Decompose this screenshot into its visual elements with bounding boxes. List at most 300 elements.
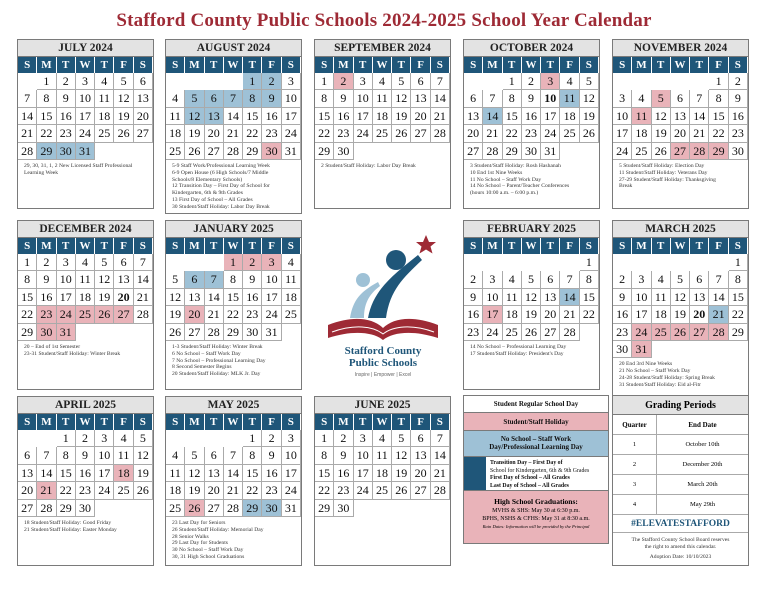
day-cell: 15	[37, 108, 56, 125]
day-cell: 22	[37, 125, 56, 142]
day-cell: 28	[205, 324, 224, 341]
day-cell: 18	[282, 289, 301, 306]
day-cell: 19	[95, 289, 114, 306]
month-grid	[18, 238, 153, 341]
day-cell: 13	[464, 108, 483, 125]
day-cell: 21	[205, 306, 224, 323]
day-cell: 19	[522, 306, 541, 323]
note-line: 12 Transition Day – First Day of School for	[172, 183, 270, 190]
day-cell: 19	[185, 125, 204, 142]
weekday-header: T	[503, 57, 522, 73]
day-cell: 14	[37, 465, 56, 482]
day-cell: 5	[185, 447, 204, 464]
empty-cell	[166, 430, 185, 447]
day-cell: 24	[632, 324, 651, 341]
day-cell: 11	[166, 108, 185, 125]
day-cell: 8	[18, 271, 37, 288]
day-cell: 20	[205, 482, 224, 499]
weekday-header: S	[282, 238, 301, 254]
weekday-header: S	[18, 238, 37, 254]
day-cell: 9	[729, 90, 748, 107]
day-cell: 11	[373, 447, 392, 464]
empty-cell	[411, 500, 430, 517]
legend-transition	[464, 457, 608, 491]
day-cell: 10	[262, 271, 281, 288]
day-cell: 8	[709, 90, 728, 107]
day-cell: 19	[580, 108, 599, 125]
day-cell: 12	[392, 90, 411, 107]
day-cell: 7	[431, 73, 450, 90]
empty-cell	[18, 73, 37, 90]
note-line: 13 First Day of School – All Grades	[172, 196, 253, 203]
day-cell: 9	[613, 289, 632, 306]
day-cell: 28	[709, 324, 728, 341]
star-icon	[416, 235, 436, 254]
day-cell: 6	[185, 271, 204, 288]
day-cell: 3	[541, 73, 560, 90]
day-cell: 6	[411, 73, 430, 90]
day-cell: 18	[373, 465, 392, 482]
period-end-date: October 10th	[685, 441, 720, 448]
day-cell: 13	[411, 90, 430, 107]
day-cell: 11	[632, 108, 651, 125]
weekday-header: T	[652, 57, 671, 73]
month-notes	[315, 160, 450, 208]
day-cell: 3	[483, 271, 502, 288]
note-line: 21 No School – Staff Work Day	[619, 368, 691, 375]
day-cell: 14	[560, 289, 579, 306]
day-cell: 27	[541, 324, 560, 341]
day-cell: 25	[503, 324, 522, 341]
day-cell: 18	[114, 465, 133, 482]
weekday-header: W	[373, 414, 392, 430]
month-grid	[315, 414, 450, 517]
day-cell: 24	[76, 125, 95, 142]
day-cell: 5	[671, 271, 690, 288]
day-cell: 20	[134, 108, 153, 125]
weekday-header: F	[262, 57, 281, 73]
weekday-header: T	[243, 414, 262, 430]
day-cell: 15	[729, 289, 748, 306]
day-cell: 3	[57, 254, 76, 271]
month-name: FEBRUARY 2025	[464, 221, 599, 238]
empty-cell	[671, 254, 690, 271]
day-cell: 7	[560, 271, 579, 288]
day-cell: 13	[205, 108, 224, 125]
month-notes	[315, 517, 450, 565]
weekday-header: T	[95, 238, 114, 254]
day-cell: 10	[541, 90, 560, 107]
day-cell: 5	[185, 90, 204, 107]
day-cell: 21	[483, 125, 502, 142]
legend	[463, 395, 609, 544]
empty-cell	[411, 143, 430, 160]
month-notes	[613, 160, 748, 208]
day-cell: 6	[690, 271, 709, 288]
day-cell: 16	[334, 465, 353, 482]
legend-firstday: First Day of School – All Grades	[490, 475, 570, 481]
day-cell: 24	[613, 143, 632, 160]
weekday-header: F	[411, 414, 430, 430]
month-notes	[18, 160, 153, 208]
adoption-date: Adoption Date: 10/10/2023	[649, 554, 712, 560]
day-cell: 29	[315, 143, 334, 160]
empty-cell	[114, 143, 133, 160]
note-line: 29 Last Day for Students	[172, 540, 228, 547]
note-line: 1-3 Student/Staff Holiday: Winter Break	[172, 343, 263, 350]
empty-cell	[690, 254, 709, 271]
day-cell: 16	[262, 108, 281, 125]
day-cell: 19	[114, 108, 133, 125]
empty-cell	[354, 500, 373, 517]
weekday-header: S	[166, 238, 185, 254]
day-cell: 17	[632, 306, 651, 323]
note-line: 30, 31 High School Graduations	[172, 553, 245, 560]
weekday-header: T	[392, 57, 411, 73]
day-cell: 22	[729, 306, 748, 323]
month-january	[165, 220, 302, 390]
note-line: 3 Student/Staff Holiday: Rosh Hashanah	[470, 162, 561, 169]
day-cell: 21	[690, 125, 709, 142]
weekday-header: T	[57, 238, 76, 254]
day-cell: 24	[282, 482, 301, 499]
day-cell: 17	[354, 465, 373, 482]
day-cell: 12	[580, 90, 599, 107]
day-cell: 26	[580, 125, 599, 142]
day-cell: 18	[373, 108, 392, 125]
note-line: 18 Student/Staff Holiday: Good Friday	[24, 519, 112, 526]
day-cell: 26	[95, 306, 114, 323]
weekday-header: S	[613, 238, 632, 254]
day-cell: 11	[114, 447, 133, 464]
day-cell: 11	[373, 90, 392, 107]
day-cell: 21	[224, 125, 243, 142]
legend-noschool-line2: Day/Professional Learning Day	[489, 443, 583, 451]
day-cell: 8	[315, 90, 334, 107]
weekday-header: S	[431, 414, 450, 430]
period-end-date: May 29th	[689, 501, 716, 508]
day-cell: 3	[354, 73, 373, 90]
day-cell: 26	[392, 482, 411, 499]
day-cell: 7	[205, 271, 224, 288]
empty-cell	[205, 254, 224, 271]
weekday-header: T	[57, 414, 76, 430]
day-cell: 21	[224, 482, 243, 499]
weekday-header: S	[166, 57, 185, 73]
day-cell: 20	[18, 482, 37, 499]
day-cell: 7	[690, 90, 709, 107]
day-cell: 14	[18, 108, 37, 125]
note-line: 11 Student/Staff Holiday: Veterans Day	[619, 169, 708, 176]
empty-cell	[185, 73, 204, 90]
day-cell: 1	[57, 430, 76, 447]
month-notes	[166, 517, 301, 565]
day-cell: 12	[392, 447, 411, 464]
empty-cell	[205, 73, 224, 90]
day-cell: 29	[503, 143, 522, 160]
day-cell: 24	[282, 125, 301, 142]
empty-cell	[483, 73, 502, 90]
period-end-date: December 20th	[682, 461, 723, 468]
day-cell: 24	[262, 306, 281, 323]
day-cell: 28	[134, 306, 153, 323]
day-cell: 30	[334, 143, 353, 160]
month-name: APRIL 2025	[18, 397, 153, 414]
weekday-header: T	[652, 238, 671, 254]
legend-noschool-line1: No School – Staff Work	[500, 435, 572, 443]
day-cell: 31	[76, 143, 95, 160]
weekday-header: M	[334, 414, 353, 430]
month-october	[463, 39, 600, 209]
empty-cell	[185, 254, 204, 271]
day-cell: 16	[243, 289, 262, 306]
day-cell: 14	[431, 90, 450, 107]
day-cell: 25	[76, 306, 95, 323]
day-cell: 18	[76, 289, 95, 306]
day-cell: 23	[613, 324, 632, 341]
day-cell: 4	[76, 254, 95, 271]
day-cell: 29	[57, 500, 76, 517]
day-cell: 4	[166, 90, 185, 107]
day-cell: 3	[76, 73, 95, 90]
day-cell: 6	[541, 271, 560, 288]
weekday-header: M	[185, 414, 204, 430]
day-cell: 5	[392, 73, 411, 90]
weekday-header: W	[224, 414, 243, 430]
hashtag: #ELEVATESTAFFORD	[613, 515, 748, 533]
note-line: 14 No School – Professional Learning Day	[470, 343, 567, 350]
day-cell: 9	[262, 447, 281, 464]
weekday-header: M	[185, 57, 204, 73]
month-grid	[464, 238, 599, 341]
day-cell: 4	[95, 73, 114, 90]
day-cell: 26	[522, 324, 541, 341]
weekday-header: M	[37, 414, 56, 430]
note-line: 29, 30, 31, 1, 2 New Licensed Staff Professional	[24, 162, 133, 169]
day-cell: 15	[57, 465, 76, 482]
day-cell: 18	[95, 108, 114, 125]
day-cell: 2	[37, 254, 56, 271]
day-cell: 8	[729, 271, 748, 288]
note-line: 6 No School – Staff Work Day	[172, 350, 241, 357]
empty-cell	[709, 341, 728, 358]
day-cell: 2	[334, 73, 353, 90]
day-cell: 17	[354, 108, 373, 125]
logo-tagline: Inspire | Empower | Excel	[354, 372, 412, 378]
day-cell: 18	[166, 125, 185, 142]
day-cell: 17	[95, 465, 114, 482]
day-cell: 4	[166, 447, 185, 464]
note-line: 7 No School – Professional Learning Day	[172, 357, 266, 364]
weekday-header: W	[373, 57, 392, 73]
empty-cell	[431, 500, 450, 517]
month-name: JUNE 2025	[315, 397, 450, 414]
note-line: 2 Student/Staff Holiday: Labor Day Break	[321, 162, 416, 169]
day-cell: 15	[243, 108, 262, 125]
weekday-header: S	[431, 57, 450, 73]
day-cell: 23	[262, 125, 281, 142]
day-cell: 17	[282, 465, 301, 482]
day-cell: 3	[613, 90, 632, 107]
month-name: MAY 2025	[166, 397, 301, 414]
day-cell: 4	[373, 430, 392, 447]
day-cell: 13	[114, 271, 133, 288]
month-name: DECEMBER 2024	[18, 221, 153, 238]
day-cell: 7	[224, 90, 243, 107]
empty-cell	[18, 430, 37, 447]
day-cell: 6	[205, 447, 224, 464]
day-cell: 22	[224, 306, 243, 323]
day-cell: 27	[411, 482, 430, 499]
weekday-header: S	[464, 238, 483, 254]
day-cell: 20	[411, 465, 430, 482]
day-cell: 20	[114, 289, 133, 306]
empty-cell	[431, 143, 450, 160]
day-cell: 30	[262, 143, 281, 160]
day-cell: 19	[166, 306, 185, 323]
day-cell: 21	[431, 465, 450, 482]
day-cell: 21	[431, 108, 450, 125]
day-cell: 10	[632, 289, 651, 306]
day-cell: 11	[76, 271, 95, 288]
day-cell: 2	[334, 430, 353, 447]
day-cell: 2	[262, 430, 281, 447]
day-cell: 1	[580, 254, 599, 271]
weekday-header: W	[224, 238, 243, 254]
day-cell: 28	[37, 500, 56, 517]
day-cell: 20	[464, 125, 483, 142]
day-cell: 23	[37, 306, 56, 323]
grading-periods	[612, 395, 749, 566]
day-cell: 28	[431, 482, 450, 499]
day-cell: 25	[282, 306, 301, 323]
legend-graduations	[464, 491, 608, 543]
day-cell: 9	[334, 447, 353, 464]
day-cell: 4	[652, 271, 671, 288]
day-cell: 3	[282, 73, 301, 90]
day-cell: 4	[373, 73, 392, 90]
weekday-header: W	[76, 238, 95, 254]
day-cell: 16	[37, 289, 56, 306]
day-cell: 19	[392, 465, 411, 482]
day-cell: 10	[76, 90, 95, 107]
day-cell: 25	[632, 143, 651, 160]
day-cell: 3	[632, 271, 651, 288]
day-cell: 16	[262, 465, 281, 482]
day-cell: 15	[243, 465, 262, 482]
weekday-header: S	[464, 57, 483, 73]
day-cell: 10	[483, 289, 502, 306]
day-cell: 1	[729, 254, 748, 271]
day-cell: 30	[76, 500, 95, 517]
day-cell: 26	[114, 125, 133, 142]
period-row	[613, 475, 748, 495]
month-name: OCTOBER 2024	[464, 40, 599, 57]
day-cell: 12	[671, 289, 690, 306]
weekday-header: F	[262, 414, 281, 430]
day-cell: 6	[671, 90, 690, 107]
month-notes	[166, 341, 301, 389]
empty-cell	[580, 143, 599, 160]
note-line: 31 Student/Staff Holiday: Eid al-Fitr	[619, 381, 701, 388]
day-cell: 22	[18, 306, 37, 323]
note-line: 8 Second Semester Begins	[172, 364, 232, 371]
empty-cell	[205, 430, 224, 447]
note-line: 17 Student/Staff Holiday: President's Day	[470, 350, 564, 357]
day-cell: 24	[541, 125, 560, 142]
day-cell: 21	[709, 306, 728, 323]
day-cell: 1	[315, 73, 334, 90]
day-cell: 29	[315, 500, 334, 517]
month-notes	[18, 517, 153, 565]
empty-cell	[613, 254, 632, 271]
day-cell: 7	[483, 90, 502, 107]
empty-cell	[652, 254, 671, 271]
weekday-header: T	[57, 57, 76, 73]
note-line: 23-31 Student/Staff Holiday: Winter Break	[24, 350, 121, 357]
day-cell: 21	[560, 306, 579, 323]
day-cell: 9	[464, 289, 483, 306]
day-cell: 22	[709, 125, 728, 142]
note-line: 21 Student/Staff Holiday: Easter Monday	[24, 526, 117, 533]
day-cell: 8	[580, 271, 599, 288]
day-cell: 24	[57, 306, 76, 323]
weekday-header: M	[483, 238, 502, 254]
periods-head-date: End Date	[688, 421, 717, 429]
day-cell: 6	[114, 254, 133, 271]
day-cell: 1	[37, 73, 56, 90]
day-cell: 9	[57, 90, 76, 107]
month-notes	[166, 160, 301, 213]
weekday-header: M	[334, 57, 353, 73]
weekday-header: W	[522, 238, 541, 254]
day-cell: 15	[709, 108, 728, 125]
day-cell: 14	[134, 271, 153, 288]
day-cell: 17	[262, 289, 281, 306]
month-grid	[18, 414, 153, 517]
day-cell: 11	[560, 90, 579, 107]
day-cell: 12	[134, 447, 153, 464]
day-cell: 23	[729, 125, 748, 142]
weekday-header: S	[729, 57, 748, 73]
day-cell: 8	[243, 447, 262, 464]
day-cell: 17	[76, 108, 95, 125]
month-june	[314, 396, 451, 566]
day-cell: 11	[95, 90, 114, 107]
day-cell: 26	[392, 125, 411, 142]
month-name: JULY 2024	[18, 40, 153, 57]
month-grid	[166, 414, 301, 517]
day-cell: 4	[632, 90, 651, 107]
day-cell: 12	[114, 90, 133, 107]
empty-cell	[392, 143, 411, 160]
empty-cell	[224, 73, 243, 90]
day-cell: 9	[262, 90, 281, 107]
day-cell: 27	[671, 143, 690, 160]
day-cell: 14	[224, 465, 243, 482]
day-cell: 3	[262, 254, 281, 271]
day-cell: 8	[503, 90, 522, 107]
month-grid	[166, 57, 301, 160]
day-cell: 19	[392, 108, 411, 125]
note-line: 26 Student/Staff Holiday: Memorial Day	[172, 526, 264, 533]
day-cell: 18	[166, 482, 185, 499]
day-cell: 10	[57, 271, 76, 288]
grad-title: High School Graduations:	[494, 497, 578, 506]
day-cell: 10	[354, 90, 373, 107]
empty-cell	[185, 430, 204, 447]
weekday-header: S	[315, 57, 334, 73]
